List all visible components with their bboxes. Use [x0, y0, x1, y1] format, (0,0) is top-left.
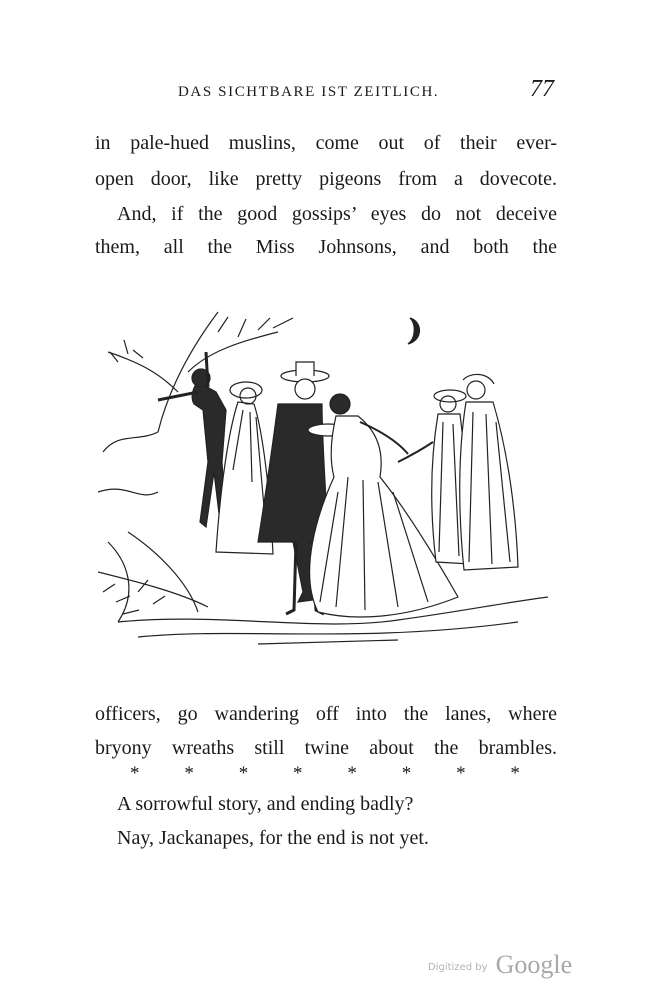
asterisk: *	[401, 763, 412, 784]
asterisk: *	[293, 763, 303, 784]
asterisk: *	[347, 763, 357, 784]
page-number: 77	[530, 76, 554, 102]
text-line: bryony wreaths still twine about the brambles.	[95, 737, 557, 759]
asterisk: *	[510, 763, 520, 784]
text-line: officers, go wandering off into the lanes, where	[95, 703, 557, 725]
running-title: DAS SICHTBARE IST ZEITLICH.	[178, 84, 440, 100]
text-line: open door, like pretty pigeons from a dovecote.	[95, 168, 557, 190]
asterisk: *	[238, 763, 249, 784]
asterisk: *	[184, 763, 194, 784]
watermark-prefix: Digitized by	[428, 962, 488, 973]
text-line: Nay, Jackanapes, for the end is not yet.	[117, 827, 429, 849]
text-line: in pale-hued muslins, come out of their ever-	[95, 132, 557, 154]
engraving-illustration	[98, 292, 558, 662]
section-separator	[130, 763, 520, 785]
text-line: And, if the good gossips’ eyes do not deceive	[117, 203, 557, 225]
asterisk: *	[130, 763, 140, 784]
asterisk: *	[456, 763, 466, 784]
digitization-watermark	[428, 950, 572, 980]
text-line: A sorrowful story, and ending badly?	[117, 793, 414, 815]
google-logo: Google	[495, 950, 573, 979]
text-line: them, all the Miss Johnsons, and both the	[95, 236, 557, 258]
